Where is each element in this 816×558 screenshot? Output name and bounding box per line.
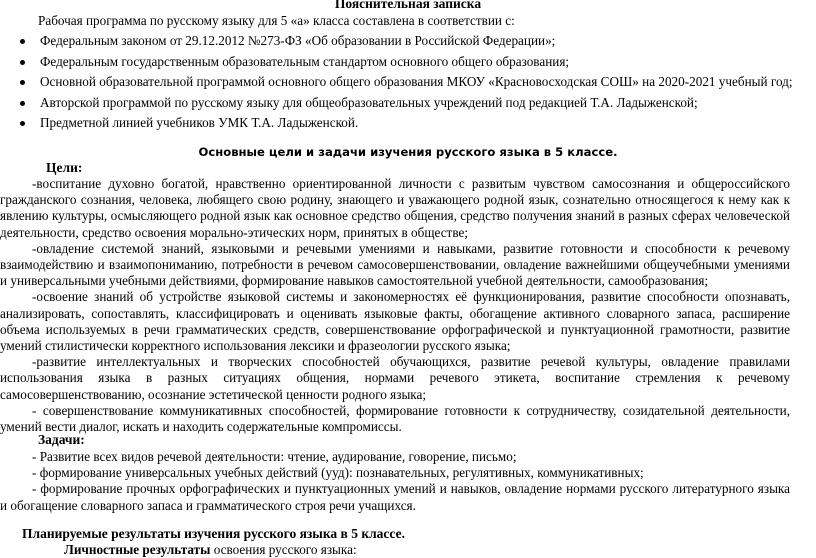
task-paragraph: - формирование универсальных учебных действий (ууд): познавательных, регулятивных, коммуникативных; xyxy=(32,465,644,481)
results-heading: Планируемые результаты изучения русского языка в 5 классе. xyxy=(22,526,405,541)
tasks-label: Задачи: xyxy=(38,432,85,447)
list-item: Федеральным государственным образовательным стандартом основного общего образования; xyxy=(0,54,793,75)
intro-text: Рабочая программа по русскому языку для 5 «а» класса составлена в соответствии с: xyxy=(38,13,515,28)
bullet-icon xyxy=(20,101,25,106)
personal-results-text: освоения русского языка: xyxy=(210,542,357,557)
goal-paragraph: -освоение знаний об устройстве языковой системы и закономерностях её функционирования, развитие способности опознавать, анализировать, сопоставлять, классифицировать и оценивать языковые факты, обогащение активного словарного запаса, расширение объема используемых в речи грамматических средств, совершенствование орфографической и пунктуационной грамотности, развитие умений стилистически корректного использования лексики и фразеологии русского языка; xyxy=(0,289,790,354)
bullet-icon xyxy=(20,80,25,85)
bullet-icon xyxy=(20,121,25,126)
legal-basis-list xyxy=(0,33,793,136)
personal-results-label: Личностные результаты xyxy=(64,542,211,557)
tasks-section xyxy=(0,449,790,514)
bullet-icon xyxy=(20,39,25,44)
list-item: Предметной линией учебников УМК Т.А. Ладыженской. xyxy=(0,115,793,136)
page-title: Пояснительная записка xyxy=(334,0,482,11)
goal-paragraph: - совершенствование коммуникативных способностей, формирование готовности к сотрудничеству, созидательной деятельности, умений вести диалог, искать и находить содержательные компромиссы. xyxy=(0,402,790,435)
list-item: Федеральным законом от 29.12.2012 №273-ФЗ «Об образовании в Российской Федерации»; xyxy=(0,33,793,54)
goal-paragraph: -развитие интеллектуальных и творческих способностей обучающихся, развитие речевой культуры, овладение правилами использования языка в разных ситуациях общения, нормами речевого этикета, воспитание стремления к речевому самосовершенствованию, осознание эстетической ценности родного языка; xyxy=(0,354,790,402)
task-paragraph: - формирование прочных орфографических и пунктуационных умений и навыков, овладение нормами русского литературного языка и обогащение словарного запаса и грамматического строя речи учащихся. xyxy=(0,481,790,513)
goals-heading: Основные цели и задачи изучения русского языка в 5 классе. xyxy=(198,145,618,159)
goal-paragraph: -овладение системой знаний, языковыми и речевыми умениями и навыками, развитие готовности и способности к речевому взаимодействию и взаимопониманию, потребности в речевом самосовершенствовании, овладение важнейшими общеучебными умениями и универсальными учебными действиями, формирование навыков самостоятельной учебной деятельности, самообразования; xyxy=(0,240,790,289)
goals-section xyxy=(0,176,790,435)
task-paragraph: - Развитие всех видов речевой деятельности: чтение, аудирование, говорение, письмо; xyxy=(32,449,517,464)
list-item: Авторской программой по русскому языку для общеобразовательных учреждений под редакцией Т.А. Ладыженской; xyxy=(0,95,793,116)
goals-label: Цели: xyxy=(46,160,83,175)
bullet-icon xyxy=(20,60,25,65)
list-item: Основной образовательной программой основного общего образования МКОУ «Красновосходская СОШ» на 2020-2021 учебный год; xyxy=(0,74,793,95)
goal-paragraph: -воспитание духовно богатой, нравственно ориентированной личности с развитым чувством самосознания и общероссийского гражданского сознания, человека, любящего свою родину, знающего и уважающего родной язык, сознательно относящегося к нему как к явлению культуры, осмысляющего родной язык как основное средство общения, средство получения знаний в разных сферах человеческой деятельности, средство освоения морально-этических норм, принятых в обществе; xyxy=(0,176,790,240)
